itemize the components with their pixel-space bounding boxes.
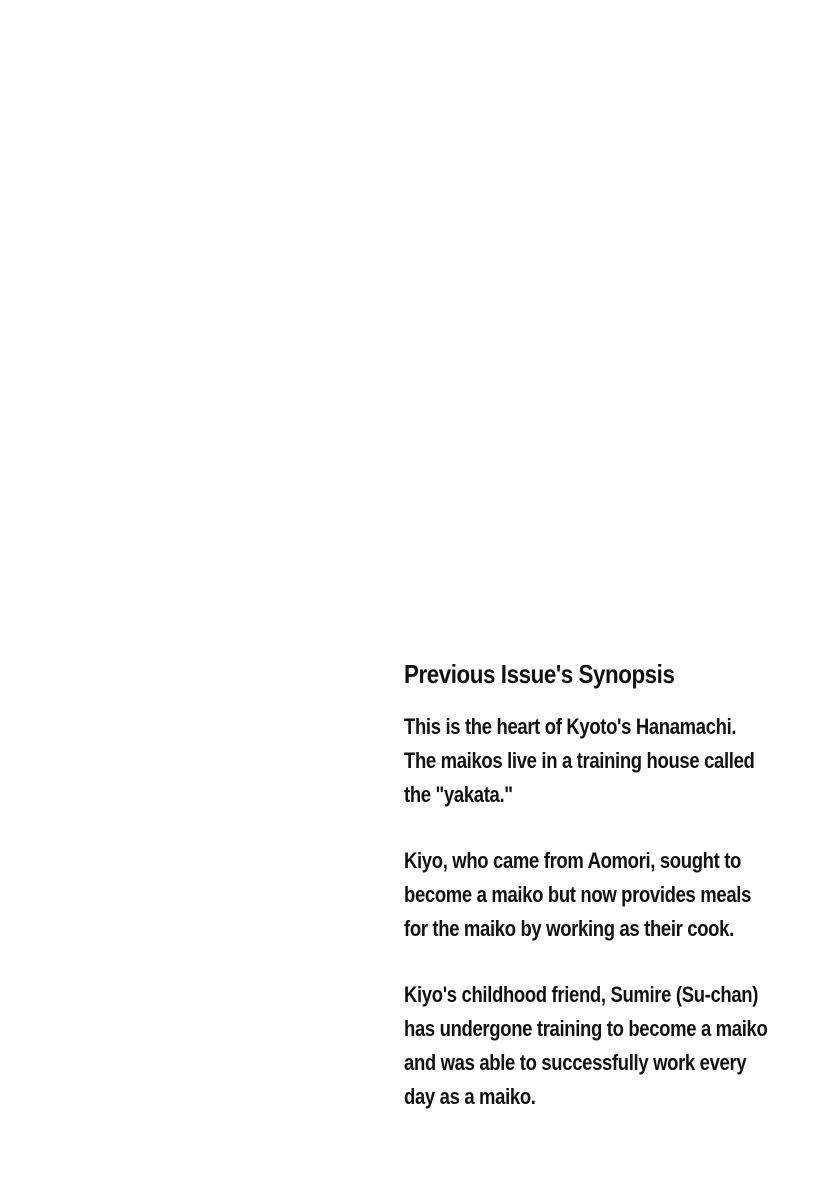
synopsis-paragraph-setting <box>404 710 774 812</box>
text-line: The maikos live in a training house called <box>404 748 755 773</box>
text-line: Kiyo, who came from Aomori, sought to <box>404 848 741 873</box>
text-line: has undergone training to become a maiko <box>404 1016 768 1041</box>
synopsis-paragraph-kiyo <box>404 844 774 946</box>
text-line: for the maiko by working as their cook. <box>404 916 734 941</box>
synopsis-title: Previous Issue's Synopsis <box>404 659 675 689</box>
text-line: This is the heart of Kyoto's Hanamachi. <box>404 714 737 739</box>
synopsis-block <box>404 656 824 1146</box>
text-line: day as a maiko. <box>404 1084 536 1109</box>
text-line: Kiyo's childhood friend, Sumire (Su-chan) <box>404 982 759 1007</box>
text-line: and was able to successfully work every <box>404 1050 747 1075</box>
synopsis-paragraph-sumire <box>404 978 774 1114</box>
text-line: become a maiko but now provides meals <box>404 882 752 907</box>
text-line: the "yakata." <box>404 782 513 807</box>
